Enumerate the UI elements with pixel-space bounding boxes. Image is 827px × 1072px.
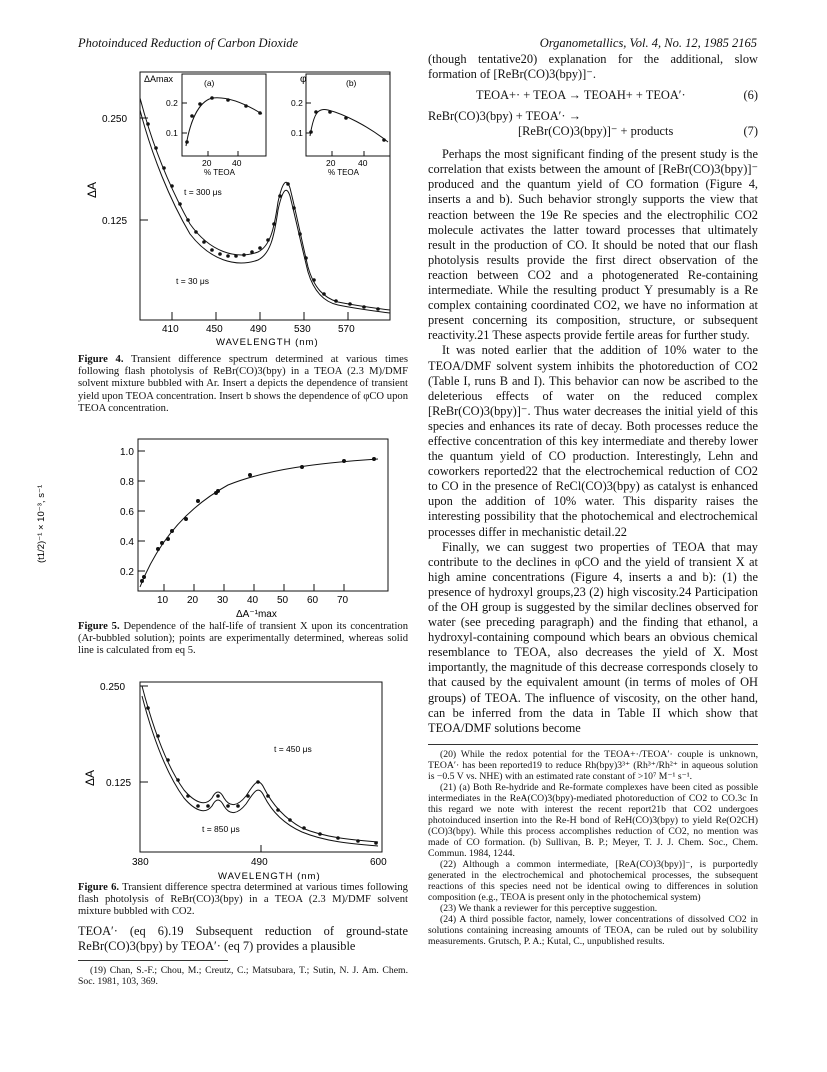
equation-6: TEOA+· + TEOA → TEOAH+ + TEOA′· (6) xyxy=(476,88,758,103)
inset-b-ytick-01: 0.1 xyxy=(291,128,303,138)
fig4-ylabel: ΔA xyxy=(85,181,99,198)
fig5-xtick-70: 70 xyxy=(337,595,349,607)
footnote-22: (22) Although a common intermediate, [ReA(CO)3(bpy)]⁻, is purportedly generated in the electrochemical and photochemical processes, the subsequent reactions of this species need not be identical owing to differences in solution composition (e.g., TEOA is present only in the photochemical system) xyxy=(428,858,758,903)
fig6-points xyxy=(146,706,378,845)
fig4-xlabel: WAVELENGTH (nm) xyxy=(216,337,319,348)
inset-b-label: (b) xyxy=(346,78,357,88)
fig6-curve-850us xyxy=(142,696,378,846)
fig5-xtick-40: 40 xyxy=(247,595,259,607)
figure-6 xyxy=(78,672,408,882)
fig6-xlabel: WAVELENGTH (nm) xyxy=(218,870,321,882)
inset-b-ytick-02: 0.2 xyxy=(291,98,303,108)
inset-a-label: (a) xyxy=(204,78,215,88)
fig6-label-850us: t = 850 μs xyxy=(202,823,240,834)
fig5-ytick-10: 1.0 xyxy=(120,447,134,459)
fig5-fit-curve xyxy=(140,459,378,587)
footnote-20: (20) While the redox potential for the TEOA+·/TEOA′· couple is unknown, TEOA′· has been reported19 to reduce Rh(bpy)3³⁺ (Rh³⁺/Rh²⁺ in aqueous solution is −0.5 V vs. NHE) with an estimated rate constant of >10⁷ M⁻¹ s⁻¹. xyxy=(428,748,758,782)
fig5-frame xyxy=(138,439,388,591)
fig4-label-30us: t = 30 μs xyxy=(176,276,210,286)
figure-5 xyxy=(36,431,408,621)
inset-b-xlabel: % TEOA xyxy=(328,168,359,177)
fig6-ylabel: ΔA xyxy=(83,769,97,786)
fig5-xtick-30: 30 xyxy=(217,595,229,607)
right-paragraph-3: Finally, we can suggest two properties of TEOA that may contribute to the declines in φCO and the yield of transient X at high amine concentrations (Figure 4, inserts a and b): (1) the presence of hydroxyl groups,23 (2) high viscosity.24 Participation of the OH group is suggested by the similar declines observed for water (see preceding paragraph) and the finding that ethanol, a hydroxyl-containing compound which bears an obvious chemical resemblance to TEOA, also decreases the yield of X. Most importantly, the magnitude of this decrease corresponds closely to that caused by the equivalent amount (in terms of moles of OH groups) of TEOA. The influence of viscosity, on the other hand, can be inferred from the data in Table II which show that TEOA/DMF solutions become xyxy=(428,539,758,735)
figure-5-caption: Figure 5. Dependence of the half-life of transient X upon its concentration (Ar-bubbled solution); points are experimentally determined, whereas solid line is calculated from eq 5. xyxy=(78,621,408,657)
fig5-ytick-02: 0.2 xyxy=(120,567,134,579)
fig5-xtick-60: 60 xyxy=(307,595,319,607)
left-column xyxy=(36,52,408,988)
fig4-xtick-570: 570 xyxy=(338,324,355,335)
fig5-ytick-04: 0.4 xyxy=(120,537,134,549)
fig4-xtick-530: 530 xyxy=(294,324,311,335)
fig5-xlabel: ΔA⁻¹max xyxy=(236,609,277,621)
fig6-label-450us: t = 450 μs xyxy=(274,743,312,754)
equation-7-line2: [ReBr(CO)3(bpy)]⁻ + products (7) xyxy=(518,124,758,139)
inset-a-xtick-40: 40 xyxy=(232,158,242,168)
inset-a-xtick-20: 20 xyxy=(202,158,212,168)
footnote-24: (24) A third possible factor, namely, lower concentrations of dissolved CO2 in solutions containing increasing amounts of TEOA, can be ruled out by solubility measurements. Grutsch, P. A.; Kutal, C., unpublished results. xyxy=(428,913,758,947)
fig4-xtick-490: 490 xyxy=(250,324,267,335)
right-paragraph-1: Perhaps the most significant finding of the present study is the correlation that exists between the amount of [ReBr(CO)3(bpy)]⁻ produced and the quantum yield of CO formation (Figure 4, inserts a and b). Such behavior strongly supports the view that reaction between the 19e Re species and the electrophilic CO2 molecule activates the latter toward processes that ultimately result in the production of CO. It should be noted that our flash photolysis results provide the first direct observation of the reaction between CO2 and a photogenerated Re-containing intermediate. While the resulting product Y presumably is a Re complex containing coordinated CO2, we have no information at present concerning its composition, structure, or subsequent reactivity.21 These aspects provide fertile areas for further study. xyxy=(428,147,758,343)
fig5-ytick-06: 0.6 xyxy=(120,507,134,519)
fig6-xtick-380: 380 xyxy=(132,856,149,868)
fig5-ytick-08: 0.8 xyxy=(120,477,134,489)
equation-7-line1: ReBr(CO)3(bpy) + TEOA′· → xyxy=(428,109,581,124)
fig5-xtick-50: 50 xyxy=(277,595,289,607)
fig6-xtick-490: 490 xyxy=(251,856,268,868)
figure-4 xyxy=(78,52,408,354)
inset-a-xlabel: % TEOA xyxy=(204,168,235,177)
fig6-curve-450us xyxy=(142,686,378,842)
figure-5-plot xyxy=(36,431,408,621)
inset-a-ytick-02: 0.2 xyxy=(166,98,178,108)
footnote-rule-left xyxy=(78,960,228,961)
fig6-frame xyxy=(140,682,382,852)
figure-6-caption: Figure 6. Transient difference spectra determined at various times following flash photolysis of ReBr(CO)3(bpy) in a TEOA (2.3 M)/DMF solvent mixture bubbled with CO2. xyxy=(78,881,408,918)
inset-b-xtick-40: 40 xyxy=(358,158,368,168)
running-head-left: Photoinduced Reduction of Carbon Dioxide xyxy=(78,36,299,50)
inset-b-ylabel: φ xyxy=(300,74,307,85)
left-body-text: TEOA′· (eq 6).19 Subsequent reduction of ground-state ReBr(CO)3(bpy) by TEOA′· (eq 7) provides a plausible xyxy=(78,924,408,954)
fig5-points xyxy=(140,457,376,583)
footnote-rule-right xyxy=(428,744,758,745)
right-paragraph-0: (though tentative20) explanation for the additional, slow formation of [ReBr(CO)3(bpy)]⁻. xyxy=(428,52,758,82)
right-paragraph-2: It was noted earlier that the addition of 10% water to the TEOA/DMF solvent system inhibits the photoreduction of CO2 (Table I, runs B and I). This behavior can now be ascribed to the deleterious effects of water on the reduced complex [ReBr(CO)3(bpy)]⁻. Thus water decreases the initial yield of this species and enhances its rate of decay. Both processes reduce the effective concentration of this key intermediate and thereby lower the quantum yield of CO production. Interestingly, Lehn and coworkers reported22 that the electrochemical reduction of CO2 to CO in the presence of ReCl(CO)3(bpy) as catalyst is enhanced upon the addition of 10% water. This disparity raises the interesting possibility that the photochemical and electrochemical processes differ in mechanistic detail.22 xyxy=(428,343,758,539)
inset-b-xtick-20: 20 xyxy=(326,158,336,168)
fig6-xtick-600: 600 xyxy=(370,856,387,868)
fig4-xtick-450: 450 xyxy=(206,324,223,335)
inset-a-ytick-01: 0.1 xyxy=(166,128,178,138)
figure-6-plot xyxy=(78,672,408,882)
fig5-ylabel: (t1/2)⁻¹ × 10⁻³, s⁻¹ xyxy=(36,484,47,564)
fig5-xtick-20: 20 xyxy=(187,595,199,607)
fig6-ytick-0250: 0.250 xyxy=(100,681,126,693)
footnote-19: (19) Chan, S.-F.; Chou, M.; Creutz, C.; Matsubara, T.; Sutin, N. J. Am. Chem. Soc. 1981, 103, 369. xyxy=(78,965,408,988)
running-head-right: Organometallics, Vol. 4, No. 12, 1985 2165 xyxy=(539,36,757,50)
right-column xyxy=(428,52,758,947)
footnote-21: (21) (a) Both Re-hydride and Re-formate complexes have been cited as possible intermediates in the ReA(CO)3(bpy)-mediated photoreduction of CO2 to CO.3c In this regard we note with interest the recent report21b that CO2 undergoes photoinduced insertion into the Re-H bond of ReH(CO)3(bpy) to yield Re(O2CH)(CO)3(bpy). While this process accomplishes reduction of CO2, no mention was made of CO formation. (b) Sullivan, B. P.; Meyer, T. J. J. Chem. Soc., Chem. Commun. 1984, 1244. xyxy=(428,781,758,859)
figure-4-caption: Figure 4. Transient difference spectrum determined at various times following flash photolysis of ReBr(CO)3(bpy) in a TEOA (2.3 M)/DMF solvent mixture bubbled with Ar. Insert a depicts the dependence of transient yield upon TEOA concentration. Insert b shows the dependence of φCO upon TEOA concentration. xyxy=(78,354,408,414)
footnote-23: (23) We thank a reviewer for this perceptive suggestion. xyxy=(440,902,658,914)
inset-a-ylabel: ΔAmax xyxy=(144,74,174,84)
fig4-ytick-0125: 0.125 xyxy=(102,216,128,227)
fig6-ytick-0125: 0.125 xyxy=(106,777,132,789)
fig5-xtick-10: 10 xyxy=(157,595,169,607)
fig4-xtick-410: 410 xyxy=(162,324,179,335)
fig4-ytick-0250: 0.250 xyxy=(102,114,128,125)
figure-4-plot xyxy=(78,52,408,354)
fig4-label-300us: t = 300 μs xyxy=(184,187,222,197)
